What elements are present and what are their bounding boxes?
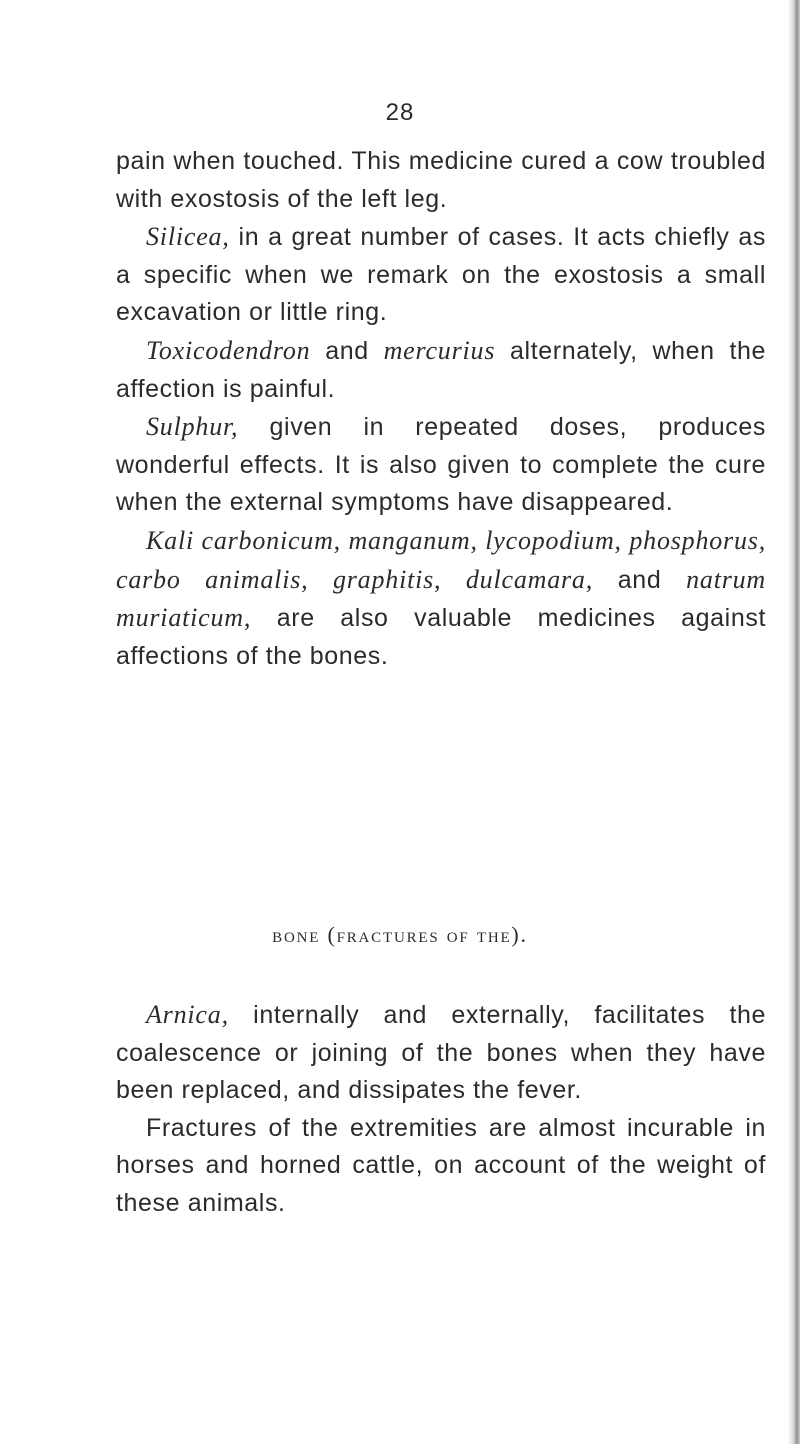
body-text-lower [116, 996, 766, 1223]
kali-text: are also valuable medicines against affections of the bones. [116, 604, 766, 670]
remedy-mercurius: mercurius [383, 335, 496, 365]
toxicodendron-text: alternately, when the affection is painful. [116, 336, 766, 403]
paragraph-kali [116, 522, 766, 675]
kali-conjunction: and [593, 565, 687, 594]
paragraph-sulphur [116, 408, 766, 522]
sulphur-text: given in repeated doses, produces wonderful effects. It is also given to complete the cure when the external symptoms have disappeared. [116, 413, 766, 517]
silicea-text: in a great number of cases. It acts chiefly as a specific when we remark on the exostosis a small excavation or little ring. [116, 223, 766, 327]
paragraph-intro [116, 143, 766, 218]
remedy-toxicodendron: Toxicodendron [146, 335, 311, 365]
paragraph-toxicodendron [116, 332, 766, 408]
remedy-silicea: Silicea, [146, 222, 230, 252]
fractures-text: Fractures of the extremities are almost incurable in horses and horned cattle, on account of the weight of these animals. [116, 1113, 766, 1217]
remedy-sulphur: Sulphur, [146, 412, 239, 442]
body-text-upper [116, 143, 766, 675]
page-number: 28 [385, 99, 415, 126]
section-heading: bone (fractures of the). [272, 922, 528, 947]
intro-text: pain when touched. This medicine cured a cow troubled with exostosis of the left leg. [116, 147, 766, 213]
paragraph-arnica [116, 996, 766, 1110]
toxicodendron-conjunction: and [310, 336, 384, 365]
page-edge-shadow [788, 0, 800, 1444]
paragraph-fractures [116, 1110, 766, 1223]
remedy-list: Kali carbonicum, manganum, lycopodium, phosphorus, carbo animalis, graphitis, dulcamara, [116, 525, 766, 594]
arnica-text: internally and externally, facilitates the coalescence or joining of the bones when they have been replaced, and dissipates the fever. [116, 1001, 766, 1105]
remedy-natrum-muriaticum: natrum muriaticum, [116, 564, 767, 633]
paragraph-silicea [116, 218, 766, 332]
remedy-arnica: Arnica, [146, 1000, 229, 1029]
